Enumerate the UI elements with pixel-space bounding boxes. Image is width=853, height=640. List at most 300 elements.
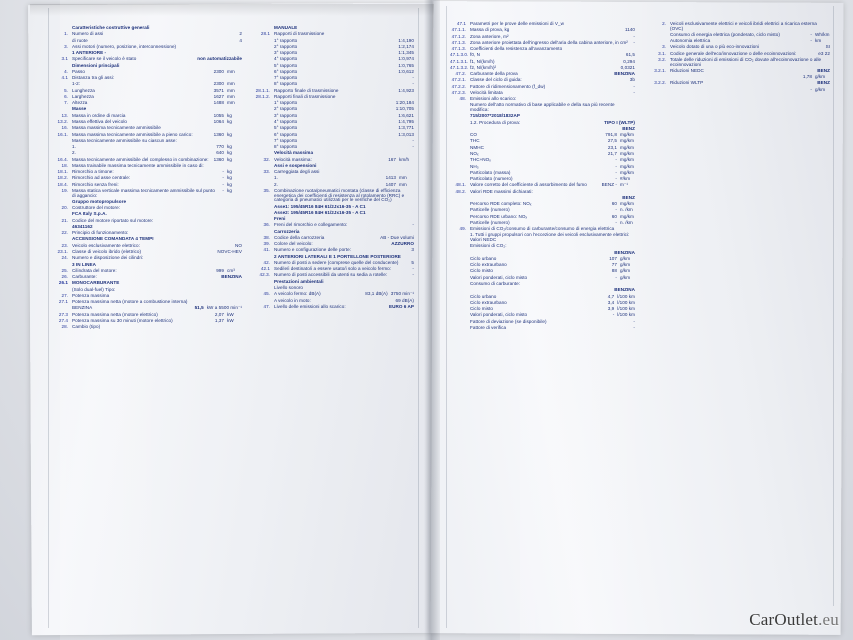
spec-row xyxy=(52,237,242,242)
spec-row xyxy=(254,170,414,175)
spec-label: THC xyxy=(470,138,480,144)
spec-row xyxy=(52,120,242,125)
spec-row xyxy=(450,190,635,195)
spec-value xyxy=(817,69,830,74)
spec-unit: mm xyxy=(227,81,235,87)
spec-label: Potenza massima netta (motore elettrico) xyxy=(72,311,158,317)
spec-row xyxy=(254,95,414,100)
spec-label: Ciclo misto xyxy=(470,268,493,274)
spec-value xyxy=(398,70,414,75)
watermark xyxy=(749,610,839,630)
spec-value xyxy=(214,95,242,100)
spec-row xyxy=(52,288,242,293)
spec-value-text: - xyxy=(615,176,617,182)
spec-value xyxy=(398,57,414,62)
spec-row xyxy=(52,95,242,100)
spec-value xyxy=(609,257,635,262)
spec-row xyxy=(650,22,830,31)
spec-label: 2 ANTERIORI LATERALI E 1 PORTELLONE POSTERIORE xyxy=(274,253,401,259)
spec-row xyxy=(254,114,414,119)
spec-index: 3. xyxy=(64,43,68,49)
spec-value xyxy=(612,263,635,268)
spec-label: Ciclo extraurbano xyxy=(470,299,507,305)
spec-label: 1. Tutti i gruppi propulsori con l'eccezione dei veicoli esclusivamente elettrici: Valori NEDC xyxy=(470,232,630,243)
spec-value xyxy=(396,299,415,304)
spec-unit: mg/km xyxy=(620,213,635,219)
spec-row xyxy=(254,205,414,210)
spec-index: 26.1 xyxy=(58,280,68,286)
spec-row xyxy=(254,82,414,87)
spec-value xyxy=(412,145,414,150)
spec-label: Velocità massima xyxy=(274,150,314,156)
spec-unit: g/km xyxy=(620,274,631,280)
spec-value-text: 83,1 dB(A) xyxy=(365,291,388,297)
spec-unit: g/km xyxy=(620,255,631,261)
spec-index: 18.1. xyxy=(57,169,68,175)
spec-row xyxy=(52,164,242,169)
spec-value-text: - xyxy=(412,222,414,228)
spec-index: 39. xyxy=(263,241,270,247)
spec-row xyxy=(450,41,635,46)
column1-title-row xyxy=(52,26,242,31)
spec-row xyxy=(450,28,635,33)
spec-label: 6° rapporto xyxy=(274,68,298,74)
watermark-suffix: .eu xyxy=(818,610,839,629)
spec-label: Massa statica verticale massima tecnicamente ammissibile sul punto di aggancio: xyxy=(72,187,215,198)
spec-row xyxy=(52,275,242,280)
spec-row xyxy=(450,139,635,144)
spec-value-text: 69 dB(A) xyxy=(395,297,414,303)
spec-value xyxy=(608,295,635,300)
spec-value xyxy=(386,176,414,181)
spec-value-text: 1:0,974 xyxy=(398,56,414,62)
spec-value-text: 1360 xyxy=(213,131,224,137)
spec-label: Rimorchio ad asse centrale: xyxy=(72,175,131,181)
spec-unit: l/100 km xyxy=(617,299,635,305)
spec-unit: mm xyxy=(399,181,407,187)
spec-label: Ciclo urbano xyxy=(470,255,497,261)
spec-row xyxy=(450,282,635,287)
col3-rows xyxy=(450,22,635,331)
spec-label: 1.2. Procedura di prova: xyxy=(470,119,521,125)
spec-value xyxy=(239,39,242,44)
spec-unit: kg xyxy=(227,112,232,118)
spec-row xyxy=(254,57,414,62)
col2-title: MANUALE xyxy=(274,25,298,30)
spec-row xyxy=(52,170,242,175)
spec-value-text: 5 xyxy=(411,259,414,265)
spec-label: Carreggiata degli assi xyxy=(274,169,320,175)
spec-label: Dimensioni principali xyxy=(72,62,120,68)
spec-value-text: 1140 xyxy=(624,27,635,33)
spec-label: Totale delle riduzioni di emissioni di CO₂ dovute all'ecoinnovazione o alle ecoinnovazioni xyxy=(670,57,822,67)
spec-value-text: - xyxy=(615,157,617,163)
spec-row xyxy=(450,60,635,65)
spec-value-text: - xyxy=(633,318,635,324)
spec-row xyxy=(52,294,242,299)
spec-index: 32. xyxy=(263,156,270,162)
spec-unit: kg xyxy=(227,118,232,124)
spec-index: 22. xyxy=(61,230,68,236)
spec-value-text: 27,5 xyxy=(607,138,617,144)
spec-row xyxy=(254,273,414,278)
spec-index: 6. xyxy=(64,93,68,99)
spec-value xyxy=(605,133,635,138)
spec-index: 35. xyxy=(263,187,270,193)
spec-value xyxy=(622,127,635,132)
spec-label: Asse2: 195/45R16 84H 61/2Jx16-35 - A C1 xyxy=(274,209,366,215)
spec-label: Codice generale dell'eco/innovazione o delle ecoinnovazioni: xyxy=(670,50,797,56)
spec-label: Gruppo motopropulsore xyxy=(72,198,127,204)
spec-row xyxy=(254,280,414,285)
spec-value xyxy=(398,89,414,94)
spec-value-text: - xyxy=(222,181,224,187)
spec-value-text: 999 xyxy=(216,267,224,273)
spec-index: 18. xyxy=(61,162,68,168)
spec-row xyxy=(450,227,635,232)
spec-row xyxy=(254,133,414,138)
spec-value-text: 1360 xyxy=(213,156,224,162)
spec-label: Emissioni di CO₂: xyxy=(470,243,507,249)
spec-label: Percorso RDE urbano: NOₓ xyxy=(470,213,527,219)
spec-value xyxy=(239,32,242,37)
spec-row xyxy=(450,288,635,293)
spec-label: Specificare se il veicolo è stato xyxy=(72,56,137,62)
column-transmission xyxy=(254,26,414,311)
spec-row xyxy=(52,319,242,324)
spec-row xyxy=(254,211,414,216)
spec-label: Massa trainabile massima tecnicamente ammissibile in caso di: xyxy=(72,162,204,168)
spec-value-text: 1:6,621 xyxy=(398,112,414,118)
spec-unit: g/km xyxy=(815,74,826,80)
spec-row xyxy=(650,88,830,93)
spec-value-text: - xyxy=(615,163,617,169)
spec-value-text: 1,37 xyxy=(214,317,224,323)
spec-row xyxy=(450,244,635,249)
spec-row xyxy=(450,22,635,27)
spec-value xyxy=(215,319,242,324)
spec-value xyxy=(633,91,635,96)
spec-value-text: 3,4 xyxy=(607,299,615,305)
spec-row xyxy=(254,183,414,188)
spec-unit: km xyxy=(815,38,822,44)
spec-row xyxy=(254,139,414,144)
spec-value-text: 2300 xyxy=(213,68,224,74)
column-electric-ecoinnovation xyxy=(650,22,830,94)
spec-unit: kg xyxy=(227,150,232,156)
spec-row xyxy=(450,177,635,182)
spec-value xyxy=(222,189,242,194)
spec-label: Codice del motore riportato sul motore: xyxy=(72,217,154,223)
spec-label: Particelle (numero) xyxy=(470,207,510,213)
spec-index: 47.1.2. xyxy=(451,33,466,39)
spec-row xyxy=(52,107,242,112)
spec-label: Emissioni allo scarico: xyxy=(470,96,517,102)
spec-row xyxy=(52,133,242,138)
spec-label: 2. xyxy=(274,181,278,187)
spec-row xyxy=(450,196,635,201)
spec-value-text: - xyxy=(615,274,617,280)
spec-value-text: 21,7 xyxy=(607,150,617,156)
spec-row xyxy=(52,325,242,330)
spec-index: 19. xyxy=(61,187,68,193)
spec-label: Cilindrata del motore: xyxy=(72,267,117,273)
spec-label: 4° rapporto xyxy=(274,118,298,124)
spec-label: Prestazioni ambientali xyxy=(274,278,324,284)
spec-row xyxy=(52,269,242,274)
spec-label: Particelle (numero) xyxy=(470,219,510,225)
column2-title-row xyxy=(254,26,414,31)
spec-value xyxy=(810,88,830,93)
spec-value xyxy=(215,313,242,318)
spec-value-text: 0,0321 xyxy=(620,64,635,70)
spec-unit: kW xyxy=(227,311,234,317)
spec-label: Veicolo dotato di una o più eco-innovazioni xyxy=(670,44,760,50)
spec-label: Velocità limitata xyxy=(470,89,503,95)
spec-label: Massa tecnicamente ammissibile del complesso in combinazione: xyxy=(72,156,209,162)
spec-value xyxy=(604,121,635,126)
spec-index: 18.4. xyxy=(57,181,68,187)
spec-row xyxy=(254,126,414,131)
spec-index: 47.1.3.2. xyxy=(450,64,469,70)
spec-label: 715/2007*2018/1832AP xyxy=(470,113,520,119)
spec-row xyxy=(450,307,635,312)
spec-value xyxy=(396,101,414,106)
spec-value xyxy=(615,276,635,281)
spec-row xyxy=(52,306,242,311)
spec-row xyxy=(52,244,242,249)
spec-unit: kW xyxy=(227,317,234,323)
spec-unit: mm xyxy=(399,175,407,181)
spec-row xyxy=(52,200,242,205)
spec-value-text: - xyxy=(615,207,617,213)
spec-index: 42. xyxy=(263,259,270,265)
spec-row xyxy=(450,221,635,226)
spec-row xyxy=(254,151,414,156)
spec-label: Ciclo extraurbano xyxy=(470,262,507,268)
spec-label: Massa in ordine di marcia xyxy=(72,112,126,118)
spec-row xyxy=(52,70,242,75)
spec-value-text: 1:20,184 xyxy=(395,100,414,106)
spec-row xyxy=(650,45,830,50)
spec-value-text: BENZ xyxy=(817,80,830,86)
spec-unit: kW a 5500 min⁻¹ xyxy=(206,305,242,311)
spec-label: Rapporti di trasmissione xyxy=(274,31,325,37)
spec-row xyxy=(254,305,414,310)
spec-row xyxy=(450,103,635,112)
spec-value-text: 1055 xyxy=(213,112,224,118)
col1-rows xyxy=(52,32,242,330)
spec-row xyxy=(650,33,830,38)
spec-label: Valore corretto del coefficiente di assorbimento del fumo xyxy=(470,182,587,188)
spec-index: 16.4. xyxy=(57,156,68,162)
spec-row xyxy=(52,212,242,217)
spec-label: Consumo di energia elettrica (ponderato, ciclo misto) xyxy=(670,31,780,37)
spec-index: 4. xyxy=(64,68,68,74)
spec-label: 8° rapporto xyxy=(274,144,298,150)
spec-unit: mg/km xyxy=(620,138,635,144)
spec-row xyxy=(254,286,414,291)
spec-row xyxy=(254,176,414,181)
spec-label: 1° rapporto xyxy=(274,100,298,106)
spec-index: 13. xyxy=(61,112,68,118)
spec-row xyxy=(450,251,635,256)
spec-value-secondary: 3750 min⁻¹ xyxy=(390,291,414,297)
spec-unit: g/km xyxy=(620,268,631,274)
spec-label: NMHC xyxy=(470,144,484,150)
spec-label: 7° rapporto xyxy=(274,75,298,81)
spec-row xyxy=(450,295,635,300)
spec-row xyxy=(450,202,635,207)
spec-row xyxy=(52,313,242,318)
spec-label: Sedile/i destinato/i a essere usato/i solo a veicolo fermo: xyxy=(274,266,392,272)
spec-value-text: 1488 xyxy=(213,100,224,106)
spec-value xyxy=(412,267,414,272)
spec-label: Carburante: xyxy=(72,274,97,280)
spec-row xyxy=(52,82,242,87)
spec-label: 5° rapporto xyxy=(274,62,298,68)
spec-index: 38. xyxy=(263,234,270,240)
spec-value xyxy=(810,39,830,44)
spec-value xyxy=(615,165,635,170)
spec-label: Potenza massima netta (motore a combustione interna) xyxy=(72,299,188,305)
spec-label: Altezza xyxy=(72,100,88,106)
spec-label: f2, N/(km/h)² xyxy=(470,64,497,70)
spec-value xyxy=(612,215,635,220)
spec-label: (Solo dual-fuel) Tipo: xyxy=(72,286,116,292)
spec-value-text: 1:3,771 xyxy=(398,125,414,131)
spec-unit: l/100 km xyxy=(617,306,635,312)
spec-row xyxy=(254,261,414,266)
spec-row xyxy=(52,256,242,261)
spec-label: Colore del veicolo: xyxy=(274,241,313,247)
spec-value xyxy=(625,28,635,33)
spec-label: Fattore di deviazione (se disponibile) xyxy=(470,318,547,324)
spec-value-text: 1,78 xyxy=(802,74,812,80)
spec-label: Autonomia elettrica xyxy=(670,38,711,44)
spec-unit: n. /km xyxy=(620,219,633,225)
spec-label: 7° rapporto xyxy=(274,137,298,143)
spec-index: 3.2.2. xyxy=(654,80,666,86)
spec-row xyxy=(254,223,414,228)
spec-label: Larghezza xyxy=(72,93,94,99)
spec-label: MONOCARBURANTE xyxy=(72,280,120,286)
spec-index: 28.1.1. xyxy=(255,87,270,93)
spec-index: 5. xyxy=(64,87,68,93)
spec-value xyxy=(412,76,414,81)
spec-value-text: - xyxy=(633,89,635,95)
spec-index: 47.2.3. xyxy=(451,89,466,95)
spec-label: Particolato (massa) xyxy=(470,169,511,175)
col1-title: Caratteristiche costruttive generali xyxy=(72,25,150,30)
spec-index: 47.1.3. xyxy=(451,46,466,52)
spec-value-text: BENZ xyxy=(817,67,830,73)
spec-unit: Wh/km xyxy=(815,31,830,37)
spec-row xyxy=(254,189,414,203)
spec-value-text: BENZ - xyxy=(601,182,617,188)
spec-label: 5° rapporto xyxy=(274,125,298,131)
spec-value xyxy=(615,221,635,226)
spec-value xyxy=(633,35,635,40)
spec-row xyxy=(450,165,635,170)
spec-value-text: 640 xyxy=(216,150,224,156)
spec-value xyxy=(214,82,242,87)
spec-label: Numero dell'atto normativo di base applicabile e della sua più recente modifica: xyxy=(470,102,615,113)
spec-label: Fattore di ridimensionamento (f_dw) xyxy=(470,83,546,89)
spec-label: Livello delle emissioni allo scarico: xyxy=(274,303,346,309)
spec-row xyxy=(254,299,414,304)
spec-value-text: 4,7 xyxy=(607,293,615,299)
spec-label: 3 IN LINEA xyxy=(72,261,96,267)
spec-value xyxy=(391,242,414,247)
spec-row xyxy=(52,39,242,44)
spec-row xyxy=(52,206,242,211)
spec-value-text: BENZINA xyxy=(221,274,242,280)
spec-unit: mm xyxy=(227,100,235,106)
spec-value xyxy=(214,70,242,75)
spec-label: Principio di funzionamento: xyxy=(72,230,129,236)
spec-row xyxy=(52,281,242,286)
spec-row xyxy=(450,301,635,306)
spec-value-text: NO xyxy=(235,242,242,248)
spec-label: Assi motori (numero, posizione, interconnessione) xyxy=(72,43,177,49)
spec-value xyxy=(633,85,635,90)
spec-value-text: 1:0,612 xyxy=(398,68,414,74)
spec-label: Emissioni di CO₂/consumo di carburante/consumo di energia elettrica xyxy=(470,226,615,232)
page-fold xyxy=(424,0,440,640)
spec-index: 27.1 xyxy=(58,299,68,305)
spec-label: Coefficienti della resistenza all'avanzamento xyxy=(470,46,563,52)
spec-row xyxy=(52,225,242,230)
spec-unit: l/100 km xyxy=(617,312,635,318)
spec-value-text: 1627 xyxy=(213,93,224,99)
spec-label: Masse xyxy=(72,106,87,112)
spec-label: Rapporti finali di trasmissione xyxy=(274,93,336,99)
spec-value xyxy=(633,320,635,325)
spec-label: 1-2: xyxy=(72,81,81,87)
spec-unit: km/h xyxy=(399,156,410,162)
spec-row xyxy=(254,51,414,56)
spec-value-text: - xyxy=(633,324,635,330)
spec-index: 2. xyxy=(662,21,666,26)
spec-value-text: 0,294 xyxy=(623,58,635,64)
spec-label: Cambio (tipo) xyxy=(72,324,101,330)
spec-label: Massa tecnicamente ammissibile su ciascun asse: xyxy=(72,137,177,143)
spec-value-text: TIPO I (WLTP) xyxy=(604,119,635,125)
spec-value-text: 1064 xyxy=(213,118,224,124)
spec-label: A veicolo in moto: xyxy=(274,297,311,303)
spec-value xyxy=(633,326,635,331)
spec-value xyxy=(615,208,635,213)
rule-center-left xyxy=(418,8,419,628)
spec-row xyxy=(450,53,635,58)
spec-value-text: BENZ xyxy=(622,125,635,131)
spec-row xyxy=(254,292,414,297)
spec-label: Rimorchio a timone: xyxy=(72,169,114,175)
spec-row xyxy=(254,70,414,75)
spec-row xyxy=(52,219,242,224)
spec-row xyxy=(52,189,242,198)
spec-label: di ruote xyxy=(72,37,88,43)
spec-index: 48.2. xyxy=(455,188,466,194)
spec-value xyxy=(622,196,635,201)
spec-value-text: - xyxy=(810,31,812,37)
spec-value-text: 1:2,174 xyxy=(398,43,414,49)
spec-value-text: 77 xyxy=(611,262,617,268)
spec-index: 33. xyxy=(263,169,270,175)
spec-value-text: 61,5 xyxy=(625,52,635,58)
spec-value xyxy=(817,81,830,86)
